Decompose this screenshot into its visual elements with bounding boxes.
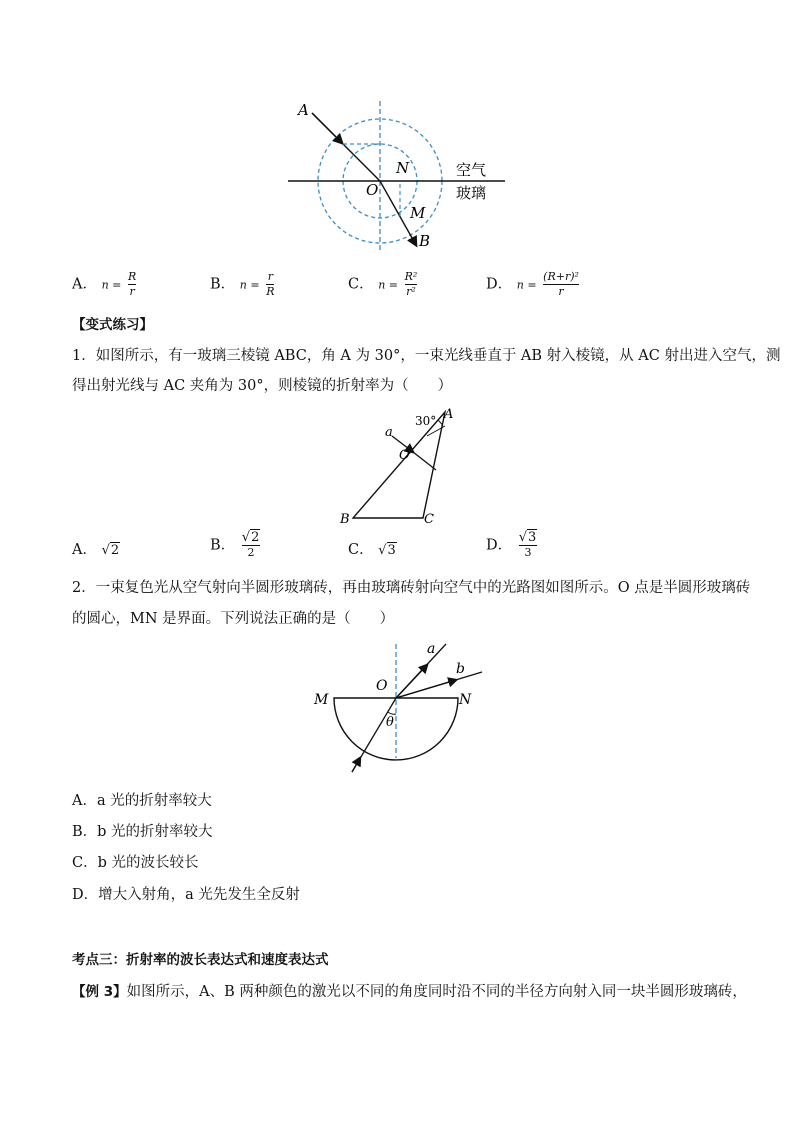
q2-option-A: A．a 光的折射率较大 <box>72 793 212 809</box>
q1-option-C <box>348 540 397 561</box>
incident-arrow <box>352 758 360 772</box>
q0-option-D <box>486 271 581 298</box>
q1-option-B <box>210 532 262 559</box>
q2-option-B: B．b 光的折射率较大 <box>72 824 213 840</box>
prism-figure <box>335 402 465 530</box>
label-M: M <box>314 692 329 708</box>
label-glass: 玻璃 <box>456 184 487 202</box>
label-N: N <box>396 159 410 177</box>
example3-tag: 【例 3】 <box>72 984 127 1000</box>
option-letter: D． <box>486 537 513 554</box>
example3-text: 如图所示，A、B 两种颜色的激光以不同的角度同时沿不同的半径方向射入同一块半圆形玻璃砖， <box>126 984 747 1000</box>
label-B: B <box>419 232 431 250</box>
section3-title: 考点三：折射率的波长表达式和速度表达式 <box>72 952 329 968</box>
q0-option-C <box>348 271 419 298</box>
option-letter: D． <box>486 276 513 293</box>
label-A: A <box>444 407 454 422</box>
label-a: a <box>427 641 436 657</box>
semicircle-figure <box>310 638 500 778</box>
example3-line <box>72 982 747 1002</box>
q1-stem-line1: 1．如图所示，有一玻璃三棱镜 ABC，角 A 为 30°，一束光线垂直于 AB 射入棱镜，从 AC 射出进入空气，测 <box>72 348 781 364</box>
label-A: A <box>298 101 309 119</box>
label-theta: θ <box>386 715 394 730</box>
option-lhs: n = <box>101 278 122 292</box>
label-N: N <box>459 692 472 708</box>
label-b: b <box>456 661 465 677</box>
label-M: M <box>410 204 426 222</box>
q1-option-D <box>486 532 539 559</box>
label-C: C <box>424 512 434 527</box>
q2-option-D: D．增大入射角，a 光先发生全反射 <box>72 887 300 903</box>
label-O: O <box>366 181 379 199</box>
option-lhs: n = <box>378 278 399 292</box>
option-letter: B． <box>210 276 236 293</box>
sqrt: √2 <box>101 543 120 558</box>
q2-stem-line1: 2．一束复色光从空气射向半圆形玻璃砖，再由玻璃砖射向空气中的光路图如图所示。O 点是半圆形玻璃砖 <box>72 580 751 596</box>
fraction: $\frac{r}{R}$ <box>266 270 275 298</box>
label-air: 空气 <box>456 161 487 179</box>
refraction-circles-figure <box>280 95 520 255</box>
option-letter: C． <box>348 276 374 293</box>
q2-stem-line2: 的圆心，MN 是界面。下列说法正确的是（ ） <box>72 611 395 627</box>
q0-option-A <box>72 271 138 298</box>
label-angle: 30° <box>415 414 437 428</box>
q0-option-B <box>210 271 276 298</box>
fraction: $\frac{R}{r}$ <box>128 270 137 298</box>
option-letter: A． <box>72 276 97 293</box>
label-O: O <box>376 678 388 694</box>
q1-stem-line2: 得出射光线与 AC 夹角为 30°，则棱镜的折射率为（ ） <box>72 378 453 394</box>
option-lhs: n = <box>516 278 537 292</box>
option-letter: C． <box>348 542 374 558</box>
theta-arc <box>388 712 396 714</box>
label-a: a <box>385 425 393 440</box>
incident-arrow <box>312 113 342 143</box>
option-lhs: n = <box>239 278 260 292</box>
q2-option-C: C．b 光的波长较长 <box>72 855 199 871</box>
option-letter: A． <box>72 542 97 558</box>
fraction: $\frac{\text{(R+r)²}}{r}$ <box>543 270 579 298</box>
option-letter: B． <box>210 537 236 554</box>
label-O: O <box>399 448 410 463</box>
fraction: $\frac{√2}{2}$ <box>241 530 260 559</box>
fraction: $\frac{\text{R²}}{\text{r²}}$ <box>404 270 418 298</box>
section-variant-heading: 【变式练习】 <box>72 317 153 333</box>
prism-internal-ray <box>413 452 436 470</box>
sqrt: √3 <box>378 543 396 558</box>
q1-option-A <box>72 540 120 561</box>
label-B: B <box>340 512 350 527</box>
fraction: $\frac{√3}{3}$ <box>518 530 537 559</box>
